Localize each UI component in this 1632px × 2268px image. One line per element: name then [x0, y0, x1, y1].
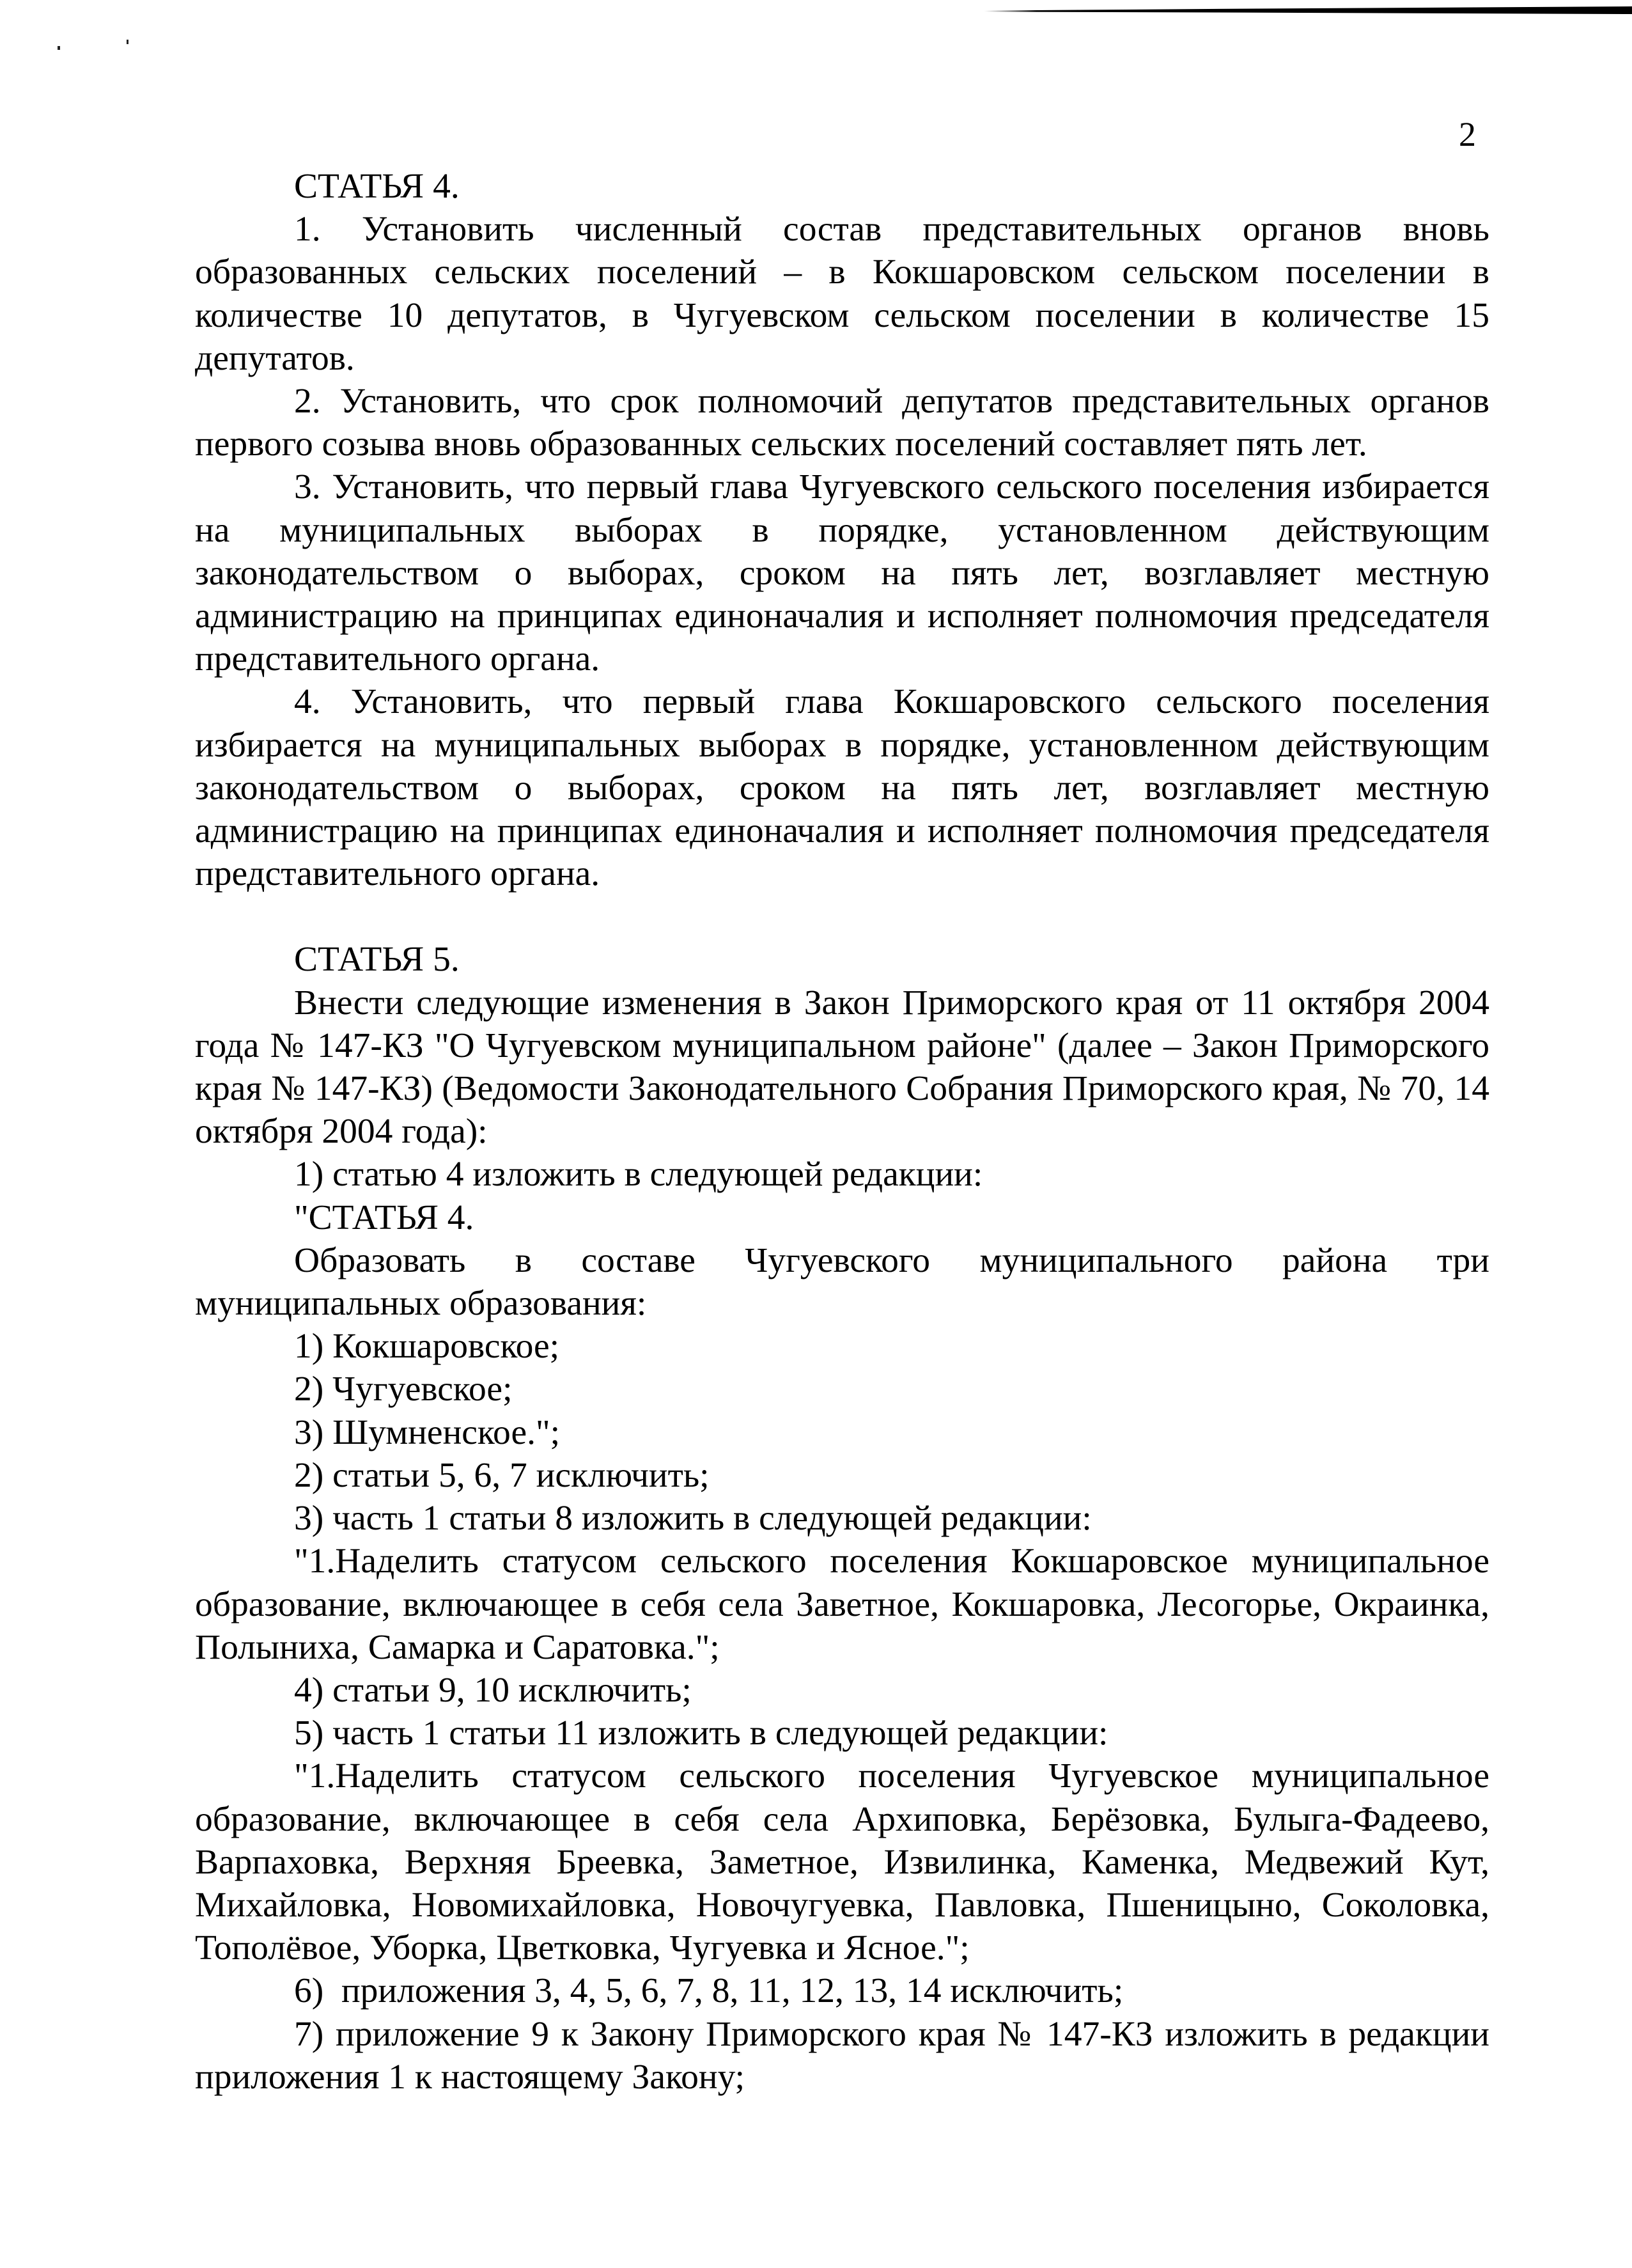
amendment-item-5: 5) часть 1 статьи 11 изложить в следующей редакции:	[294, 1714, 1108, 1753]
scan-speck	[127, 40, 128, 44]
municipality-item: 3) Шумненское.";	[294, 1412, 561, 1452]
scan-artifact-bar	[984, 6, 1632, 14]
amendment-item-4: 4) статьи 9, 10 исключить;	[294, 1670, 692, 1710]
article-4-paragraph-3: 3. Установить, что первый глава Чугуевского сельского поселения избирается на муниципальных выборах в порядке, установленном действующим законодательством о выборах, сроком на пять лет, возглавляет местную администрацию на принципах единоначалия и исполняет полномочия председателя представительного органа.	[195, 467, 1489, 679]
municipality-item: 1) Кокшаровское;	[294, 1327, 560, 1366]
municipality-item: 2) Чугуевское;	[294, 1370, 513, 1409]
article-4-paragraph-1: 1. Установить численный состав представительных органов вновь образованных сельских поселений – в Кокшаровском сельском поселении в количестве 10 депутатов, в Чугуевском сельском поселении в количестве 15 депутатов.	[195, 210, 1489, 378]
amendment-item-6: 6) приложения 3, 4, 5, 6, 7, 8, 11, 12, 13, 14 исключить;	[294, 1971, 1124, 2011]
document-body	[195, 165, 1489, 2099]
amendment-item-2: 2) статьи 5, 6, 7 исключить;	[294, 1455, 710, 1495]
article-4-paragraph-4: 4. Установить, что первый глава Кокшаровского сельского поселения избирается на муниципальных выборах в порядке, установленном действующим законодательством о выборах, сроком на пять лет, возглавляет местную администрацию на принципах единоначалия и исполняет полномочия председателя представительного органа.	[195, 682, 1489, 894]
amendment-item-1: 1) статью 4 изложить в следующей редакции:	[294, 1155, 983, 1194]
quoted-article-text: Образовать в составе Чугуевского муниципального района три муниципальных образования:	[195, 1240, 1489, 1324]
scan-speck	[58, 46, 60, 50]
amendment-item-5-quote: "1.Наделить статусом сельского поселения Чугуевское муниципальное образование, включающее в себя села Архиповка, Берёзовка, Булыга-Фадеево, Варпаховка, Верхняя Бреевка, Заметное, Извилинка, Каменка, Медвежий Кут, Михайловка, Новомихайловка, Новочугуевка, Павловка, Пшеницыно, Соколовка, Тополёвое, Уборка, Цветковка, Чугуевка и Ясное.";	[195, 1756, 1489, 1968]
amendment-item-7: 7) приложение 9 к Закону Приморского края № 147-КЗ изложить в редакции приложения 1 к настоящему Закону;	[195, 2014, 1489, 2097]
section-spacer	[195, 895, 1489, 938]
page-number: 2	[1459, 115, 1476, 153]
amendment-item-3-quote: "1.Наделить статусом сельского поселения Кокшаровское муниципальное образование, включающее в себя села Заветное, Кокшаровка, Лесогорье, Окраинка, Полыниха, Самарка и Саратовка.";	[195, 1542, 1489, 1667]
amendment-item-3: 3) часть 1 статьи 8 изложить в следующей редакции:	[294, 1499, 1092, 1538]
article-5-intro: Внести следующие изменения в Закон Приморского края от 11 октября 2004 года № 147-КЗ "О Чугуевском муниципальном районе" (далее – Закон Приморского края № 147-КЗ) (Ведомости Законодательного Собрания Приморского края, № 70, 14 октября 2004 года):	[195, 983, 1489, 1152]
quoted-article-heading: "СТАТЬЯ 4.	[294, 1198, 474, 1237]
article-5-heading: СТАТЬЯ 5.	[294, 940, 460, 980]
article-4-heading: СТАТЬЯ 4.	[294, 167, 460, 206]
article-4-paragraph-2: 2. Установить, что срок полномочий депутатов представительных органов первого созыва вновь образованных сельских поселений составляет пять лет.	[195, 382, 1489, 464]
